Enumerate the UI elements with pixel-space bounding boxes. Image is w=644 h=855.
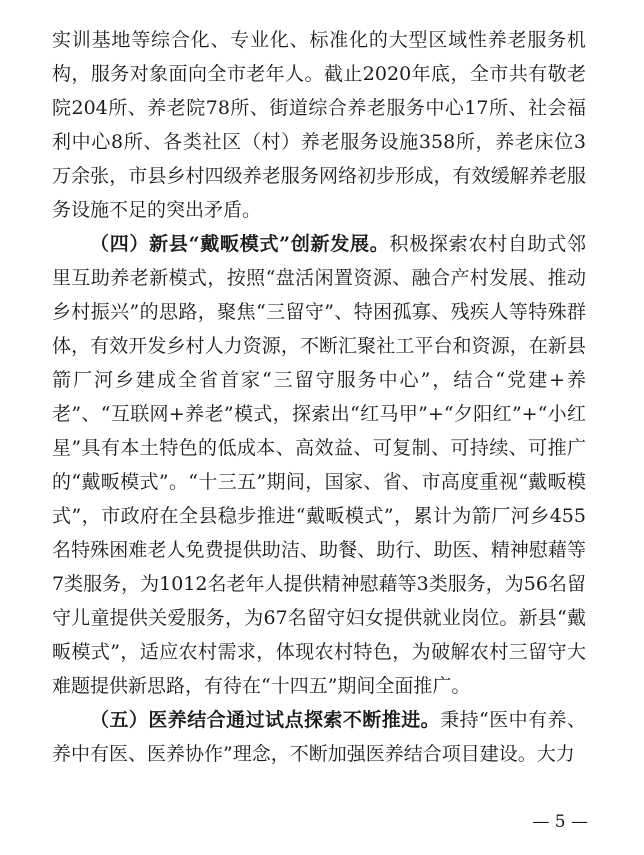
page-number: — 5 — <box>532 812 588 832</box>
paragraph-text: 秉持“医中有养、养中有医、医养协作”理念，不断加强医养结合项目建设。大力 <box>52 709 586 765</box>
paragraph-continued <box>52 23 586 227</box>
paragraph-text: 积极探索农村自助式邻里互助养老新模式，按照“盘活闲置资源、融合产村发展、推动乡村振兴”的思路，聚焦“三留守”、特困孤寡、残疾人等特殊群体，有效开发乡村人力资源，不断汇聚社工平台和资源，在新县箭厂河乡建成全省首家“三留守服务中心”，结合“党建+养老”、“互联网+养老”模式，探索出“红马甲”+“夕阳红”+“小红星”具有本土特色的低成本、高效益、可复制、可持续、可推广的“戴畈模式”。“十三五”期间，国家、省、市高度重视“戴畈模式”，市政府在全县稳步推进“戴畈模式”，累计为箭厂河乡455名特殊困难老人免费提供助洁、助餐、助行、助医、精神慰藉等7类服务，为1012名老年人提供精神慰藉等3类服务，为56名留守儿童提供关爱服务，为67名留守妇女提供就业岗位。新县“戴畈模式”，适应农村需求，体现农村特色，为破解农村三留守大难题提供新思路，有待在“十四五”期间全面推广。 <box>52 233 586 697</box>
paragraph-section-four <box>52 227 586 703</box>
paragraph-section-five <box>52 703 586 771</box>
section-heading: （五）医养结合通过试点探索不断推进。 <box>90 709 441 731</box>
body-text <box>52 23 586 771</box>
paragraph-text: 实训基地等综合化、专业化、标准化的大型区域性养老服务机构，服务对象面向全市老年人。截止2020年底，全市共有敬老院204所、养老院78所、街道综合养老服务中心17所、社会福利中心8所、各类社区（村）养老服务设施358所，养老床位3万余张，市县乡村四级养老服务网络初步形成，有效缓解养老服务设施不足的突出矛盾。 <box>52 29 586 221</box>
section-heading: （四）新县“戴畈模式”创新发展。 <box>90 233 390 255</box>
